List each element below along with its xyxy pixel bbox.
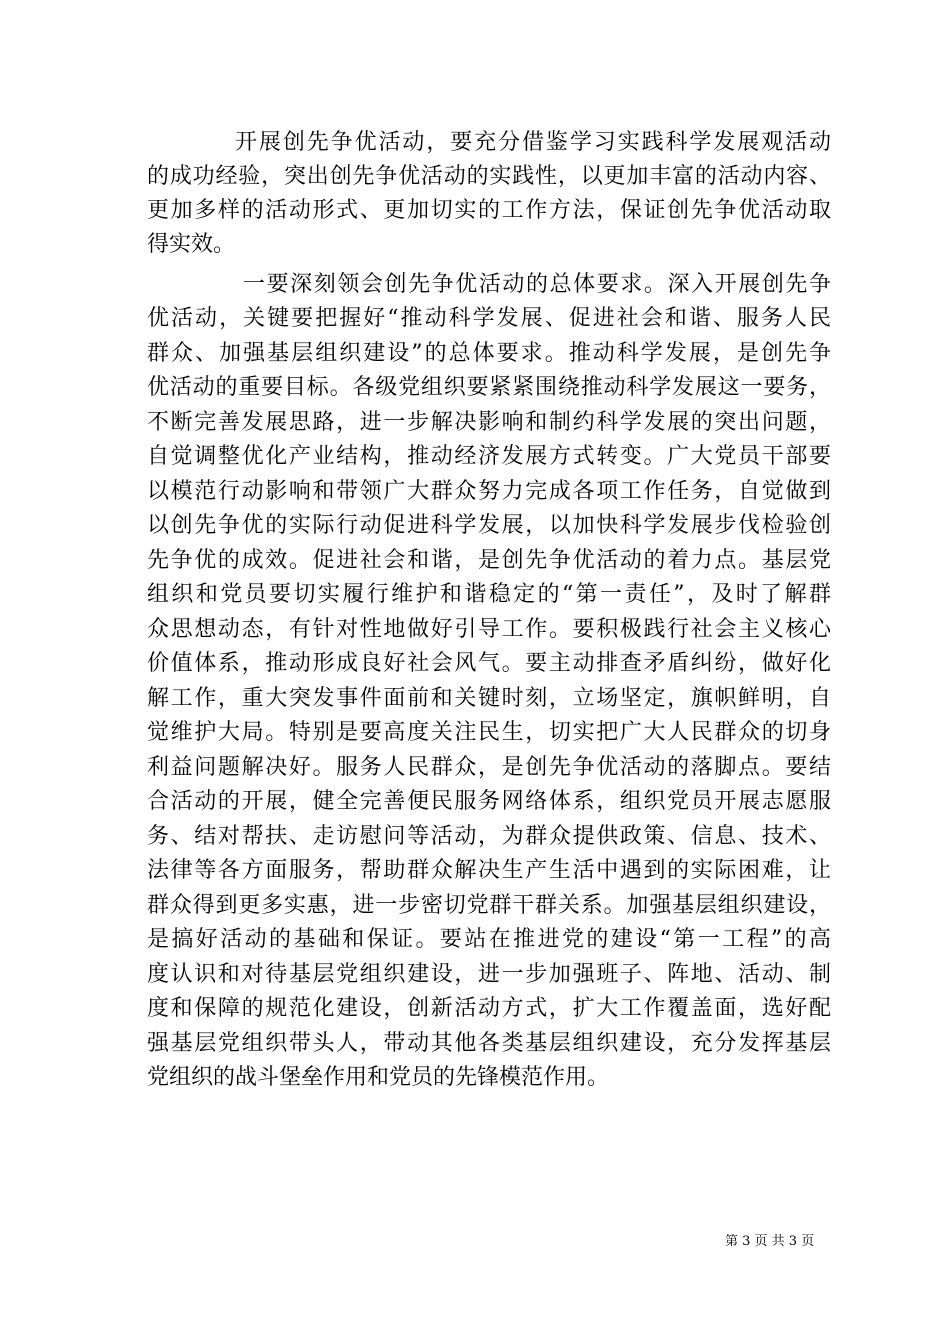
paragraph-2-line-4: 优活动的重要目标。各级党组织要紧紧围绕推动科学发展这一要务， xyxy=(147,375,831,400)
paragraph-2-line-8: 以创先争优的实际行动促进科学发展，以加快科学发展步伐检验创 xyxy=(147,513,831,538)
paragraph-2-line-22: 度和保障的规范化建设，创新活动方式，扩大工作覆盖面，选好配 xyxy=(147,996,831,1021)
paragraph-1-line-2: 的成功经验，突出创先争优活动的实践性，以更加丰富的活动内容、 xyxy=(147,164,831,189)
paragraph-2-line-16: 合活动的开展，健全完善便民服务网络体系，组织党员开展志愿服 xyxy=(147,789,831,814)
paragraph-1-line-1: 开展创先争优活动，要充分借鉴学习实践科学发展观活动 xyxy=(235,130,831,155)
paragraph-2-line-20: 是搞好活动的基础和保证。要站在推进党的建设“第一工程”的高 xyxy=(147,927,831,952)
paragraph-2-line-5: 不断完善发展思路，进一步解决影响和制约科学发展的突出问题， xyxy=(147,410,831,435)
paragraph-2-line-7: 以模范行动影响和带领广大群众努力完成各项工作任务，自觉做到 xyxy=(147,479,831,504)
page-number-footer: 第 3 页 共 3 页 xyxy=(725,1234,815,1249)
paragraph-2-line-3: 群众、加强基层组织建设”的总体要求。推动科学发展，是创先争 xyxy=(147,341,831,366)
paragraph-2-line-11: 众思想动态，有针对性地做好引导工作。要积极践行社会主义核心 xyxy=(147,617,831,642)
paragraph-2-line-18: 法律等各方面服务，帮助群众解决生产生活中遇到的实际困难，让 xyxy=(147,858,831,883)
paragraph-2-line-6: 自觉调整优化产业结构，推动经济发展方式转变。广大党员干部要 xyxy=(147,444,831,469)
paragraph-2-line-10: 组织和党员要切实履行维护和谐稳定的“第一责任”，及时了解群 xyxy=(147,582,831,607)
paragraph-2-line-24: 党组织的战斗堡垒作用和党员的先锋模范作用。 xyxy=(147,1065,610,1090)
paragraph-2-line-1: 一要深刻领会创先争优活动的总体要求。深入开展创先争 xyxy=(243,272,831,297)
paragraph-1-line-4: 得实效。 xyxy=(147,232,236,257)
paragraph-2-line-13: 解工作，重大突发事件面前和关键时刻，立场坚定，旗帜鲜明，自 xyxy=(147,686,831,711)
paragraph-2-line-9: 先争优的成效。促进社会和谐，是创先争优活动的着力点。基层党 xyxy=(147,548,831,573)
paragraph-2-line-14: 觉维护大局。特别是要高度关注民生，切实把广大人民群众的切身 xyxy=(147,720,831,745)
paragraph-2-line-17: 务、结对帮扶、走访慰问等活动，为群众提供政策、信息、技术、 xyxy=(147,824,831,849)
paragraph-2-line-19: 群众得到更多实惠，进一步密切党群干群关系。加强基层组织建设， xyxy=(147,893,831,918)
paragraph-2-line-23: 强基层党组织带头人，带动其他各类基层组织建设，充分发挥基层 xyxy=(147,1031,831,1056)
paragraph-2-line-15: 利益问题解决好。服务人民群众，是创先争优活动的落脚点。要结 xyxy=(147,755,831,780)
paragraph-2-line-2: 优活动，关键要把握好“推动科学发展、促进社会和谐、服务人民 xyxy=(147,306,831,331)
paragraph-2-line-12: 价值体系，推动形成良好社会风气。要主动排查矛盾纠纷，做好化 xyxy=(147,651,831,676)
paragraph-2-line-21: 度认识和对待基层党组织建设，进一步加强班子、阵地、活动、制 xyxy=(147,962,831,987)
paragraph-1-line-3: 更加多样的活动形式、更加切实的工作方法，保证创先争优活动取 xyxy=(147,198,831,223)
